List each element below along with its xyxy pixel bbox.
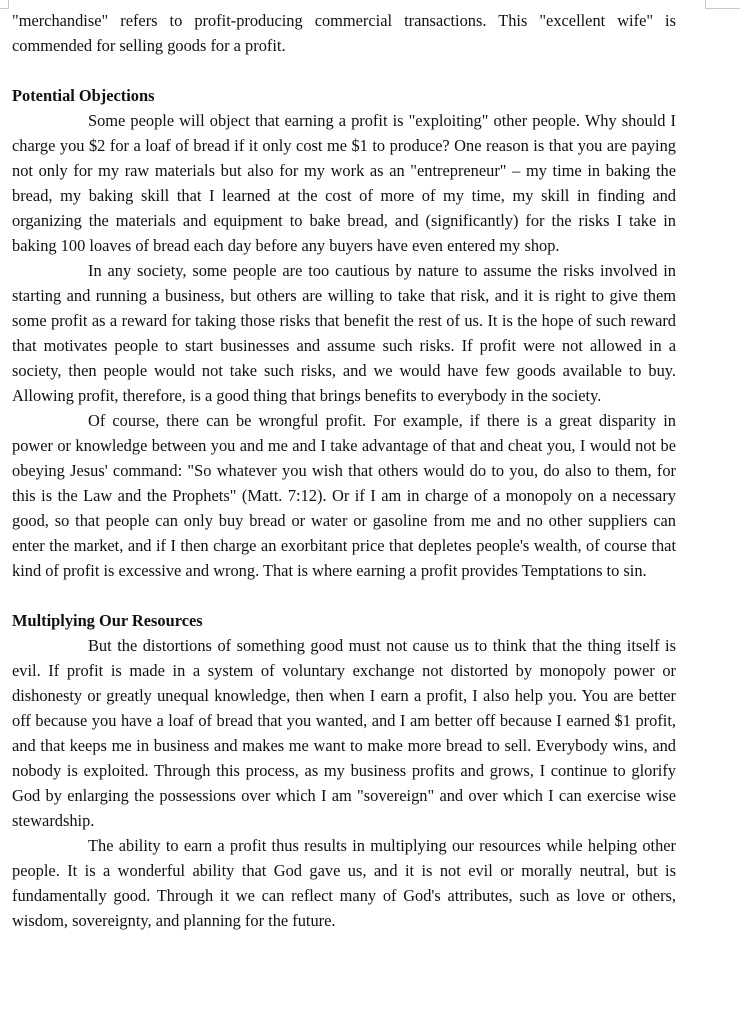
body-paragraph: Some people will object that earning a profit is "exploiting" other people. Why should I charge you $2 for a loaf of bread if it only cost me $1 to produce? One reason is that you are paying not only for my raw materials but also for my work as an "entrepreneur" – my time in baking the bread, my baking skill that I learned at the cost of more of my time, my skill in finding and organizing the materials and equipment to bake bread, and (significantly) for the risks I take in baking 100 loaves of bread each day before any buyers have even entered my shop. <box>12 111 676 255</box>
body-paragraph: The ability to earn a profit thus results in multiplying our resources while helping other people. It is a wonderful ability that God gave us, and it is not evil or morally neutral, but is fundamentally good. Through it we can reflect many of God's attributes, such as love or others, wisdom, sovereignty, and planning for the future. <box>12 836 676 930</box>
section-potential-objections <box>12 83 676 583</box>
page-corner-mark-right <box>705 0 740 9</box>
section-multiplying-our-resources <box>12 608 676 933</box>
section-heading: Multiplying Our Resources <box>12 611 203 630</box>
body-paragraph: But the distortions of something good must not cause us to think that the thing itself is evil. If profit is made in a system of voluntary exchange not distorted by monopoly power or dishonesty or greatly unequal knowledge, then when I earn a profit, I also help you. You are better off because you have a loaf of bread that you wanted, and I am better off because I earned $1 profit, and that keeps me in business and makes me want to make more bread to sell. Everybody wins, and nobody is exploited. Through this process, as my business profits and grows, I continue to glorify God by enlarging the possessions over which I am "sovereign" and over which I can exercise wise stewardship. <box>12 636 676 830</box>
page-corner-mark-left <box>0 0 9 9</box>
section-heading: Potential Objections <box>12 86 155 105</box>
body-paragraph: In any society, some people are too cautious by nature to assume the risks involved in starting and running a business, but others are willing to take that risk, and it is right to give them some profit as a reward for taking those risks that benefit the rest of us. It is the hope of such reward that motivates people to start businesses and assume such risks. If profit were not allowed in a society, then people would not take such risks, and we would have few goods available to buy. Allowing profit, therefore, is a good thing that brings benefits to everybody in the society. <box>12 261 676 405</box>
document-page <box>12 8 676 933</box>
body-paragraph: Of course, there can be wrongful profit. For example, if there is a great disparity in power or knowledge between you and me and I take advantage of that and cheat you, I would not be obeying Jesus' command: "So whatever you wish that others would do to you, do also to them, for this is the Law and the Prophets" (Matt. 7:12). Or if I am in charge of a monopoly on a necessary good, so that people can only buy bread or water or gasoline from me and no other suppliers can enter the market, and if I then charge an exorbitant price that depletes people's wealth, of course that kind of profit is excessive and wrong. That is where earning a profit provides Temptations to sin. <box>12 411 676 580</box>
intro-paragraph: "merchandise" refers to profit-producing commercial transactions. This "excellent wife" is commended for selling goods for a profit. <box>12 11 676 55</box>
